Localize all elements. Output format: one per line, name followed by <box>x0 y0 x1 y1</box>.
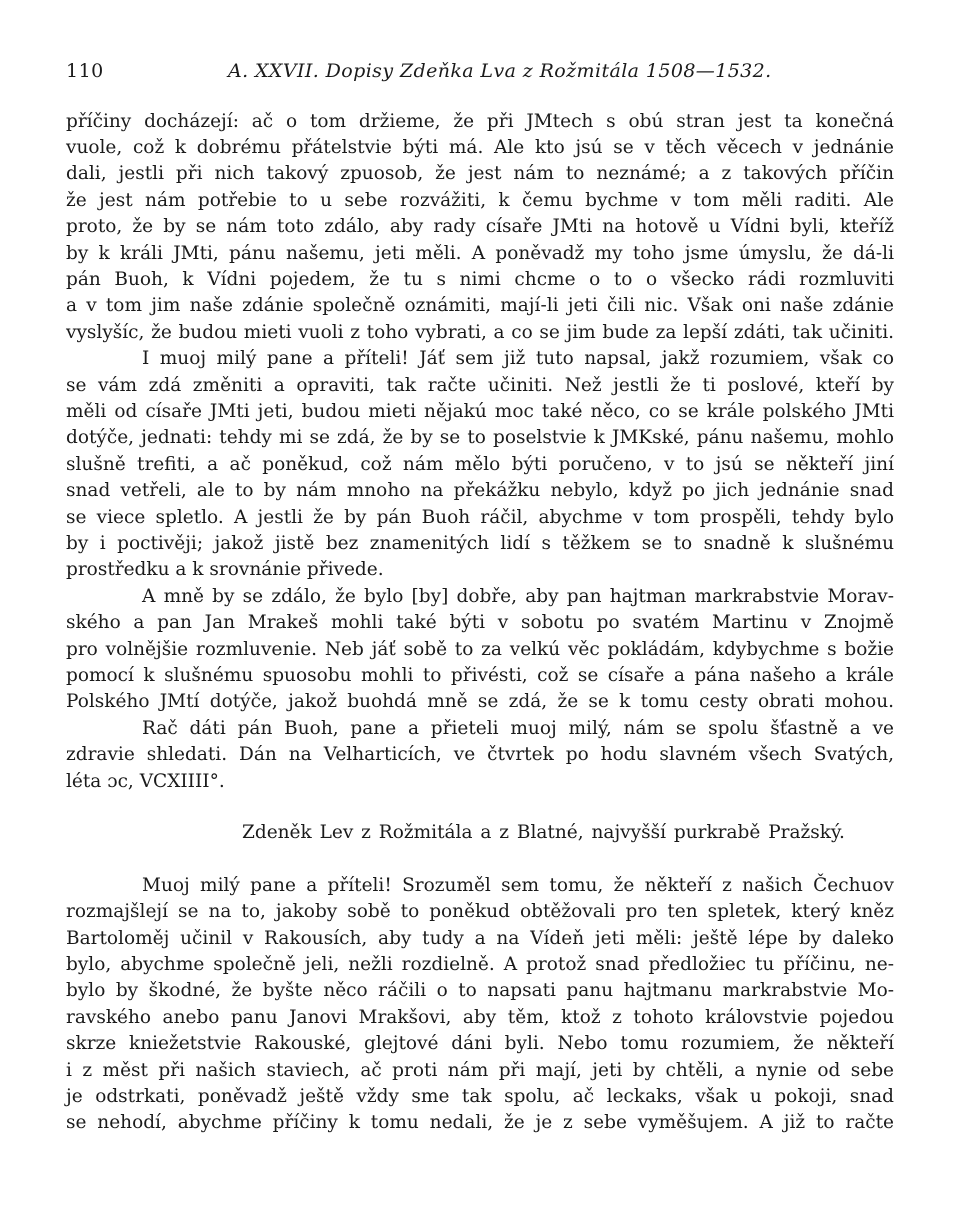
text-line: se nehodí, abychme příčiny k tomu nedali, že je z sebe vyměšujem. A již to račte <box>66 1112 894 1133</box>
text-line: pán Buoh, k Vídni pojedem, že tu s nimi chcme o to o všecko rádi rozmluviti <box>66 269 894 290</box>
text-line: Muoj milý pane a příteli! Srozuměl sem tomu, že někteří z našich Čechuov <box>142 875 894 896</box>
text-line: skrze kniežetstvie Rakouské, glejtové dáni byli. Nebo tomu rozumiem, že někteří <box>66 1033 894 1054</box>
text-line: ravského anebo panu Janovi Mrakšovi, aby těm, ktož z tohoto královstvie pojedou <box>66 1007 894 1028</box>
text-line: léta ɔc, VCXIIII°. <box>66 771 225 792</box>
signature-line: Zdeněk Lev z Rožmitála a z Blatné, najvyšší purkrabě Pražský. <box>242 822 845 843</box>
page-number: 110 <box>66 60 104 82</box>
text-line: se vám zdá změniti a opraviti, tak račte učiniti. Než jestli že ti poslové, kteří by <box>66 375 894 396</box>
text-line: i z měst při našich staviech, ač proti nám při mají, jeti by chtěli, a nynie od sebe <box>66 1060 894 1081</box>
text-line: a v tom jim naše zdánie společně oznámiti, mají-li jeti čili nic. Však oni naše zdánie <box>66 295 894 316</box>
text-line: by i poctivěji; jakož jistě bez znamenitých lidí s těžkem se to snadně k slušnému <box>66 533 894 554</box>
text-line: měli od císaře JMti jeti, budou mieti nějakú moc také něco, co se krále polského JMti <box>66 401 894 422</box>
text-line: dali, jestli při nich takový zpuosob, že jest nám to neznámé; a z takových příčin <box>66 163 894 184</box>
text-line: snad vetřeli, ale to by nám mnoho na překážku nebylo, když po jich jednánie snad <box>66 480 894 501</box>
text-line: dotýče, jednati: tehdy mi se zdá, že by se to poselstvie k JMKské, pánu našemu, mohlo <box>66 427 894 448</box>
text-line: pro volnějšie rozmluvenie. Neb jáť sobě to za velkú věc pokládám, kdybychme s božie <box>66 639 894 660</box>
text-line: pomocí k slušnému spuosobu mohli to přivésti, což se císaře a pána našeho a krále <box>66 665 894 686</box>
text-line: proto, že by se nám toto zdálo, aby rady císaře JMti na hotově u Vídni byli, kteříž <box>66 216 894 237</box>
text-line: Polského JMtí dotýče, jakož buohdá mně se zdá, že se k tomu cesty obrati mohou. <box>66 691 894 712</box>
page-header <box>66 60 892 90</box>
text-line: A mně by se zdálo, že bylo [by] dobře, aby pan hajtman markrabstvie Morav- <box>142 586 894 607</box>
text-line: bylo by škodné, že byšte něco ráčili o to napsati panu hajtmanu markrabstvie Mo- <box>66 980 894 1001</box>
text-line: se viece spletlo. A jestli že by pán Buoh ráčil, abychme v tom prospěli, tehdy bylo <box>66 507 894 528</box>
text-line: I muoj milý pane a příteli! Jáť sem již tuto napsal, jakž rozumiem, však co <box>142 348 894 369</box>
text-line: příčiny docházejí: ač o tom držieme, že při JMtech s obú stran jest ta konečná <box>66 111 894 132</box>
text-line: slušně trefiti, a ač poněkud, což nám mělo býti poručeno, v to jsú se někteří jiní <box>66 454 894 475</box>
text-line: vyslyšíc, že budou mieti vuoli z toho vybrati, a co se jim bude za lepší zdáti, tak učiniti. <box>66 322 894 343</box>
text-line: prostředku a k srovnánie přivede. <box>66 559 384 580</box>
text-line: by k králi JMti, pánu našemu, jeti měli. A poněvadž my toho jsme úmyslu, že dá-li <box>66 243 894 264</box>
text-line: vuole, což k dobrému přátelstvie býti má. Ale kto jsú se v těch věcech v jednánie <box>66 137 894 158</box>
text-line: ského a pan Jan Mrakeš mohli také býti v sobotu po svatém Martinu v Znojmě <box>66 612 894 633</box>
text-line: Rač dáti pán Buoh, pane a přieteli muoj milý, nám se spolu šťastně a ve <box>142 718 894 739</box>
running-head: A. XXVII. Dopisy Zdeňka Lva z Rožmitála 1508—1532. <box>228 60 772 82</box>
text-line: Bartoloměj učinil v Rakousích, aby tudy a na Vídeň jeti měli: ještě lépe by daleko <box>66 928 894 949</box>
text-line: že jest nám potřebie to u sebe rozvážiti, k čemu bychme v tom měli raditi. Ale <box>66 190 894 211</box>
text-line: zdravie shledati. Dán na Velharticích, ve čtvrtek po hodu slavném všech Svatých, <box>66 744 894 765</box>
text-line: rozmajšlejí se na to, jakoby sobě to poněkud obtěžovali pro ten spletek, který kněz <box>66 901 894 922</box>
text-line: je odstrkati, poněvadž ještě vždy sme tak spolu, ač leckaks, však u pokoji, snad <box>66 1086 894 1107</box>
text-line: bylo, abychme společně jeli, nežli rozdielně. A protož snad předložiec tu příčinu, ne- <box>66 954 894 975</box>
